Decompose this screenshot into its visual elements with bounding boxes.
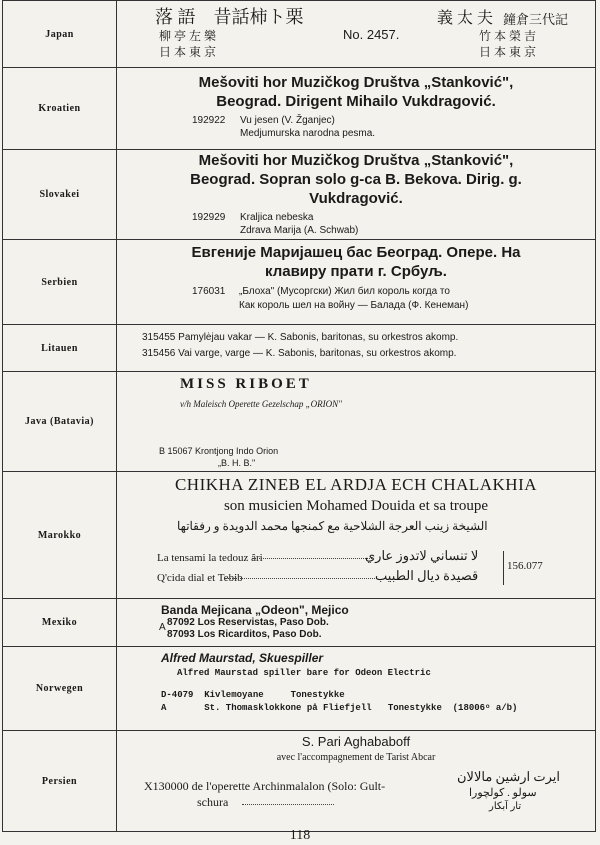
country-label: Slovakei [3,150,117,239]
track-title: Как король шел на войну — Балада (Ф. Кенеман) [239,300,469,311]
performer-heading: клавиру прати г. Србуљ. [265,263,447,280]
performer-subheading: v/h Maleisch Operette Gezelschap „ORION" [180,399,342,409]
track-title: Kraljica nebeska [240,212,314,223]
track-title: Q'cida dial et Tebib [157,572,243,584]
record-subline: „B. H. B." [218,458,256,468]
entry-mexiko [3,598,595,646]
bracket-divider [503,551,504,585]
dotted-leader [242,804,334,805]
country-label: Norwegen [3,647,117,730]
performer-heading: Banda Mejicana „Odeon", Mejico [161,603,349,617]
track-title: Zdrava Marija (A. Schwab) [240,225,359,236]
performer-subheading: avec l'accompagnement de Tarist Abcar [276,752,436,763]
record-line: X130000 de l'operette Archinmalalon (Solo: Gult- [144,779,386,793]
arabic-title: لا تنساني لاتدوز عاري [365,548,479,563]
arabic-title: قصيدة ديال الطبيب [375,568,479,583]
entry-slovakei [3,149,595,239]
record-line: A St. Thomasklokkone på Fliefjell Tonestykke (18006ᵒ a/b) [161,703,518,713]
dotted-leader [252,558,372,559]
country-label: Japan [3,1,117,67]
japanese-performance: 鐘倉三代記 [503,12,569,27]
country-label: Serbien [3,240,117,324]
record-line: 87093 Los Ricarditos, Paso Dob. [167,629,322,640]
entry-serbien [3,239,595,324]
record-line: D-4079 Kivlemoyane Tonestykke [161,690,345,700]
track-title: Medjumurska narodna pesma. [240,128,376,139]
performer-heading: Евгеније Маријашец бас Београд. Опере. На [191,244,521,261]
japanese-artist: 竹 本 榮 吉 [479,29,537,43]
country-label: Kroatien [3,68,117,149]
japanese-city: 日 本 東 京 [479,45,537,59]
performer-subheading: Alfred Maurstad spiller bare for Odeon Electric [177,668,431,678]
side-label: A [159,622,166,633]
performer-heading: Beograd. Sopran solo g-ca B. Bekova. Dirig. g. [190,171,522,188]
record-number: No. 2457. [343,27,400,42]
entry-persien [3,730,595,831]
record-line: B 15067 Krontjong Indo Orion [159,446,279,456]
track-title: Vu jesen (V. Žganjec) [240,115,335,126]
entry-kroatien [3,67,595,149]
country-label: Persien [3,731,117,831]
performer-heading: Vukdragović. [309,190,403,207]
record-line: schura [197,795,229,809]
japanese-genre: 義 太 夫 [437,10,494,27]
performer-heading: CHIKHA ZINEB EL ARDJA ECH CHALAKHIA [174,475,538,494]
persian-title: تار آبکار [489,801,522,812]
track-title: „Блоха" (Мусоргски) Жил бил король когда то [239,286,450,297]
record-line: 87092 Los Reservistas, Paso Dob. [167,617,329,628]
persian-title: سولو . کولچورا [469,787,537,799]
performer-heading: S. Pari Aghababoff [301,734,411,749]
japanese-city: 日 本 東 京 [159,45,217,59]
performer-heading: Alfred Maurstad, Skuespiller [161,651,324,665]
catalog-number: 176031 [192,286,226,297]
dotted-leader [225,578,375,579]
page-number: 118 [289,828,311,843]
japanese-title: 落 語 昔話柿ト栗 [155,7,304,27]
catalog-number: 192929 [192,212,226,223]
entry-litauen [3,324,595,371]
entry-norwegen [3,646,595,730]
country-label: Mexiko [3,599,117,646]
track-title: La tensami la tedouz ȃri [157,552,263,564]
arabic-heading: الشيخة زينب العرجة الشلاحية مع كمنجها محمد الدويدة و رفقاتها [177,519,488,533]
catalog-number: 156.077 [507,560,543,572]
catalog-table [2,0,596,832]
performer-subheading: son musicien Mohamed Douida et sa troupe [223,498,489,514]
japanese-artist: 柳 亭 左 樂 [159,29,217,43]
performer-heading: Mešoviti hor Muzičkog Društva „Stanković", [198,152,514,169]
country-label: Litauen [3,325,117,371]
record-line: 315455 Pamylėjau vakar — K. Sabonis, baritonas, su orkestros akomp. [142,332,459,343]
record-line: 315456 Vai varge, varge — K. Sabonis, baritonas, su orkestros akomp. [142,348,457,359]
country-label: Java (Batavia) [3,372,117,471]
performer-heading: Mešoviti hor Muzičkog Društva „Stanković", [198,74,514,91]
country-label: Marokko [3,472,117,598]
performer-heading: Beograd. Dirigent Mihailo Vukdragović. [216,93,496,110]
entry-java [3,371,595,471]
entry-japan [3,0,595,67]
catalog-number: 192922 [192,115,226,126]
persian-title: ایرت ارشین مالالان [457,769,561,784]
performer-heading: MISS RIBOET [180,376,312,392]
entry-marokko [3,471,595,598]
